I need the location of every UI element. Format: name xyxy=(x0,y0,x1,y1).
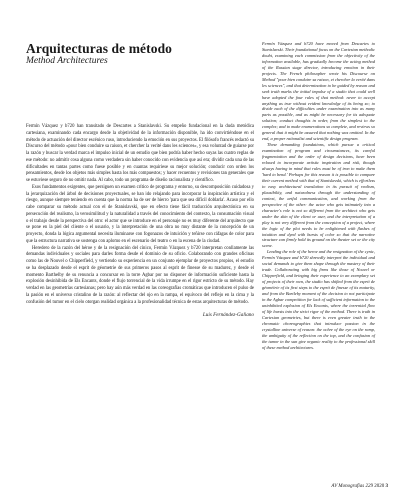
spanish-paragraph-3: Heredero de la razón del héroe y de la resignación del cínico, Fermín Vázquez y b720 interpretan conllamente las demandas individuales y sociales para darles forma desde el dominio de su oficio. Colaborando con grandes oficinas como las de Nouvel o Chipperfield, y vertiendo su experiencia en un conjunto ejemplar de proyectos propios, el estudio se ha desplazado desde el esprit de géometrie de sus primeros pasos al esprit de finesse de su madurez, y desde el momento Barthelby de su renuncia a concursar en la torre Agbar por no disponer de información suficiente hasta la explosión desinhibida de Els Encants, donde el flujo torrencial de la vida irrumpe en el rigor estricto de su método. Hay verdad en las geometrías cartesianas; pero hay aún más verdad en las coreografías cromáticas que introducen el pulso de la pasión en el universo cristalino de la razón: al reflectar del ojo en la rampa, el equívoco del reflejo en la cima y la confusión del tumor en el cielo otorgan realidad orgánica a la profesionalidad técnica de estas arquitecturas de método. xyxy=(26,245,254,305)
page-subtitle: Method Architectures xyxy=(26,56,108,66)
spanish-paragraph-2: Esos fundamentos exigentes, que persiguen un examen crítico de programa y entorno, su descomposición cuidadosa y la jerarquización del árbol de decisiones proyectuales, se han ido relajando para incorporar la inspiración artística y el riesgo, aunque siempre teniendo en cuenta que la norma ha de ser de hierro 'para que sea difícil doblarla'. Acaso por ello cabe comparar su método actual con el de Stanislavski, que en efecto tiene fácil traducción arquitectónica en su persecución del realismo, la verosimilitud y la naturalidad a través del conocimiento del contexto, la consumación visual o el trabajo desde la perspectiva del otro: el actor que se introduce en el personaje no es muy diferente del arquitecto que se pone en la piel del cliente o el usuario, y la interpretación de una obra no muy distante de la concepción de un proyecto, donda la lógica argumental necesita iluminarse con fogonazos de intuición y teñirse con ráfagas de color para que la estructura narrativa se sostenga con aplomo en el escenario del teatro o en la escena de la ciudad. xyxy=(26,184,254,244)
spanish-paragraph-1: Fermín Vázquez y b720 han transitado de Descartes a Stanislavski. Su empeño fundacional en la duda metódica cartesiana, examinando cada encargo desde la objetividad de la información disponible, ha ido convirtiéndose en el método de actuación del director escénico ruso, introduciendo la emoción en sus proyectos. El filósofo francés redactó su Discurso del método «pour bien conduire sa raison, et chercher la verité dans les sciences», y esa voluntad de guiarse por la razón y buscar la verdad marca el impulso inicial de un estudio que bien podría haber hecho suyas las cuatro reglas de ese método: no admitir cosa alguna como verdadera sin haber conocido con evidencia que así era; dividir cada una de las dificultades en tantas partes como fuese posible y en cuantas requiriese su mejor solución; conducir con orden los pensamientos, desde los objetos más simples hasta los más compuestos; y hacer recuentos y revisiones tan generales que se estuviese seguro de no omitir nada. Al cabo, todo un programa de diseño racionalista y científico. xyxy=(26,124,254,183)
english-paragraph-3: Lending the role of the heroe and the resignation of the cynic, Fermín Vázquez and b720 shrewdly interpret the individual and social demands to give them shape through the mastery of their trade. Collaborating with big firms like those of Nouvel or Chipperfield, and bringing their experience to an exemplary set of projects of their own, the studio has shifted from the esprit de géométrie of its first steps to the esprit de finesse of its maturity, and from the Bartleby moment of the decision to not participate in the Agbar competition for lack of sufficient information to the uninhibited explosion of Els Encants, where the torrential flow of life bursts into the strict rigor of the method. There is truth in Cartesian geometries, but there is even greater truth in the chromatic choreographies that introduce passion in the crystalline universe of reason: the ochre of the eye on the ramp, the ambiguity of the reflection on the top, and the confusion of the tumor in the sun give organic reality to the professional skill of these method architectures. xyxy=(262,249,375,350)
journal-year: 2020 xyxy=(374,484,385,489)
author-signature: Luis Fernández-Galiano xyxy=(202,312,254,319)
english-text-column xyxy=(262,41,375,351)
journal-name: AV Monografías 229 xyxy=(331,484,373,489)
page-footer xyxy=(331,484,388,489)
page-title: Arquitecturas de método xyxy=(26,41,173,56)
english-paragraph-1: Fermín Vázquez and b720 have moved from Descartes to Stanislavski. Their foundational focus on the Cartesian methodic doubt, examining each commission from the objectivity of the information available, has gradually become the acting method of the Russian stage director, introducing emotion in their projects. The French philosopher wrote his Discourse on Method "pour bien conduire sa raison, et chercher la verité dans les sciences", and that determination to be guided by reason and seek truth marks the initial impulse of a studio that could well have adopted the four rules of that method: never to accept anything as true without evident knowledge of its being so; to divide each of the difficulties under examination into as many parts as possible, and as might be necessary for its adequate solution; conduct thoughts in order, from the simplest to the complex; and to make enumerations so complete, and reviews so general that it might be assured that nothing was omitted. In the end, a proper rationalist and scientific design program. xyxy=(262,41,375,142)
english-paragraph-2: These demanding foundations, which pursue a critical examination of program and circumstances, its careful fragmentation and the order of design decisions, have been relaxed to incorporate artistic inspiration and risk, though always having in mind that rules must be of iron to make them 'hard to bend.' Perhaps for this reason it is possible to compare their current method with that of Stanislavski, which is effortless to easy architectural translation in its pursuit of realism, plausibility, and naturalness through the understanding of context, the artful communication, and working from the perspective of the other: the actor who gets intimately into a character's role is not so different from the architect who gets under the skin of the client or user, and the interpretation of a play is not very different from the conception of a project, where the logic of the plot needs to be enlightened with flashes of intuition and dyed with bursts of color so that the narrative structure can firmly hold its ground on the theater set or the city scene. xyxy=(262,142,375,249)
page-number: 3 xyxy=(385,484,388,489)
spanish-text-column xyxy=(26,124,254,319)
